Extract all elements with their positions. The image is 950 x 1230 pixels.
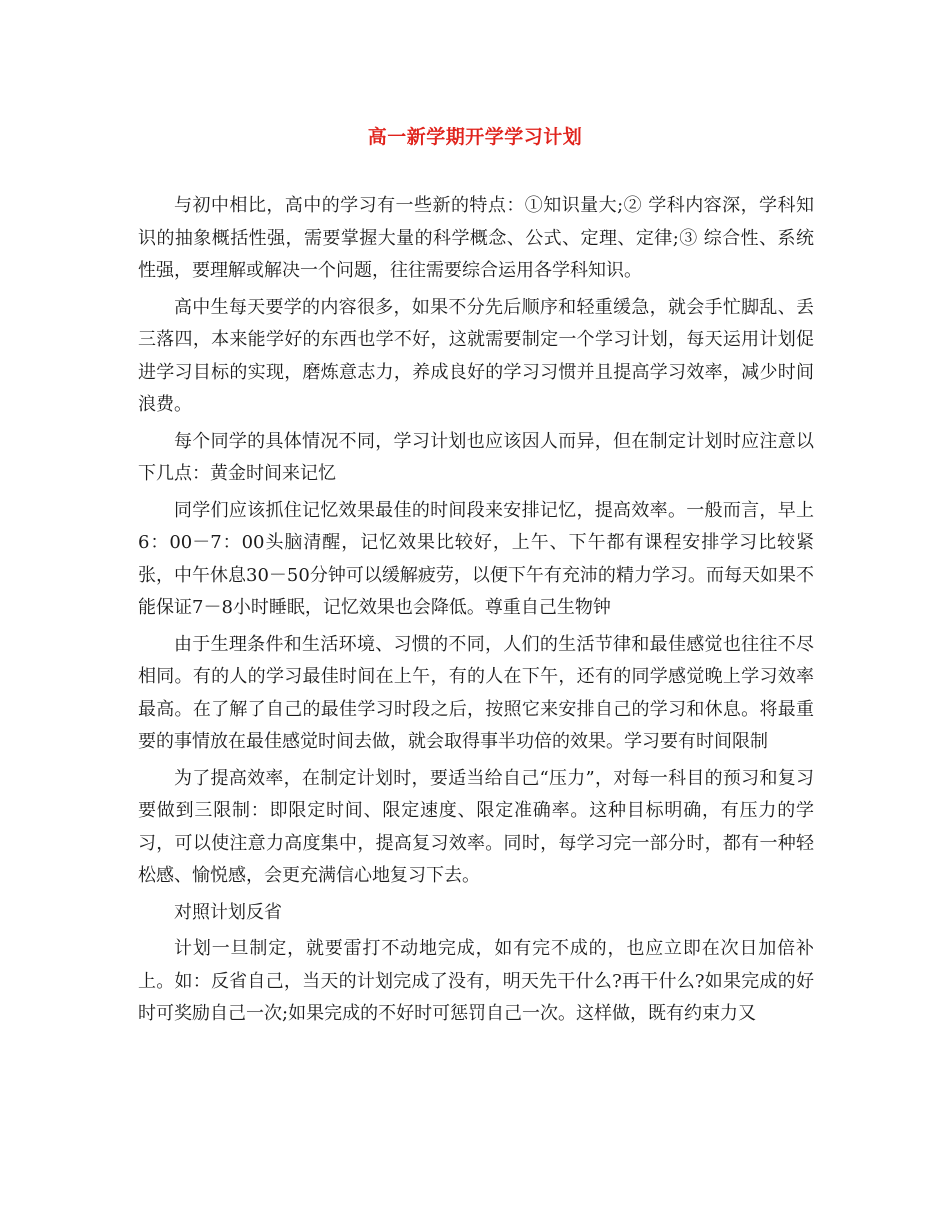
paragraph-7: 对照计划反省 — [174, 901, 282, 923]
paragraph-8: 计划一旦制定，就要雷打不动地完成，如有完不成的，也应立即在次日加倍补上。如：反省自己，当天的计划完成了没有，明天先干什么?再干什么?如果完成的好时可奖励自己一次;如果完成的不好时可惩罚自己一次。这样做，既有约束力又 — [138, 938, 814, 1024]
paragraph-1: 与初中相比，高中的学习有一些新的特点：①知识量大;② 学科内容深，学科知识的抽象概括性强，需要掌握大量的科学概念、公式、定理、定律;③ 综合性、系统性强，要理解或解决一个问题，往往需要综合运用各学科知识。 — [138, 195, 814, 281]
paragraph-6: 为了提高效率，在制定计划时，要适当给自己“压力”，对每一科目的预习和复习要做到三限制：即限定时间、限定速度、限定准确率。这种目标明确，有压力的学习，可以使注意力高度集中，提高复习效率。同时，每学习完一部分时，都有一种轻松感、愉悦感，会更充满信心地复习下去。 — [138, 767, 814, 886]
paragraph-5: 由于生理条件和生活环境、习惯的不同，人们的生活节律和最佳感觉也往往不尽相同。有的人的学习最佳时间在上午，有的人在下午，还有的同学感觉晚上学习效率最高。在了解了自己的最佳学习时段之后，按照它来安排自己的学习和休息。将最重要的事情放在最佳感觉时间去做，就会取得事半功倍的效果。学习要有时间限制 — [138, 633, 814, 752]
paragraph-4: 同学们应该抓住记忆效果最佳的时间段来安排记忆，提高效率。一般而言，早上6：00－7：00头脑清醒，记忆效果比较好，上午、下午都有课程安排学习比较紧张，中午休息30－50分钟可以缓解疲劳，以便下午有充沛的精力学习。而每天如果不能保证7－8小时睡眠，记忆效果也会降低。尊重自己生物钟 — [138, 499, 814, 618]
paragraph-3: 每个同学的具体情况不同，学习计划也应该因人而异，但在制定计划时应注意以下几点：黄金时间来记忆 — [138, 430, 814, 484]
document-title: 高一新学期开学学习计划 — [367, 126, 583, 148]
paragraph-2: 高中生每天要学的内容很多，如果不分先后顺序和轻重缓急，就会手忙脚乱、丢三落四，本来能学好的东西也学不好，这就需要制定一个学习计划，每天运用计划促进学习目标的实现，磨炼意志力，养成良好的学习习惯并且提高学习效率，减少时间浪费。 — [138, 296, 814, 415]
document-body — [138, 190, 814, 1035]
